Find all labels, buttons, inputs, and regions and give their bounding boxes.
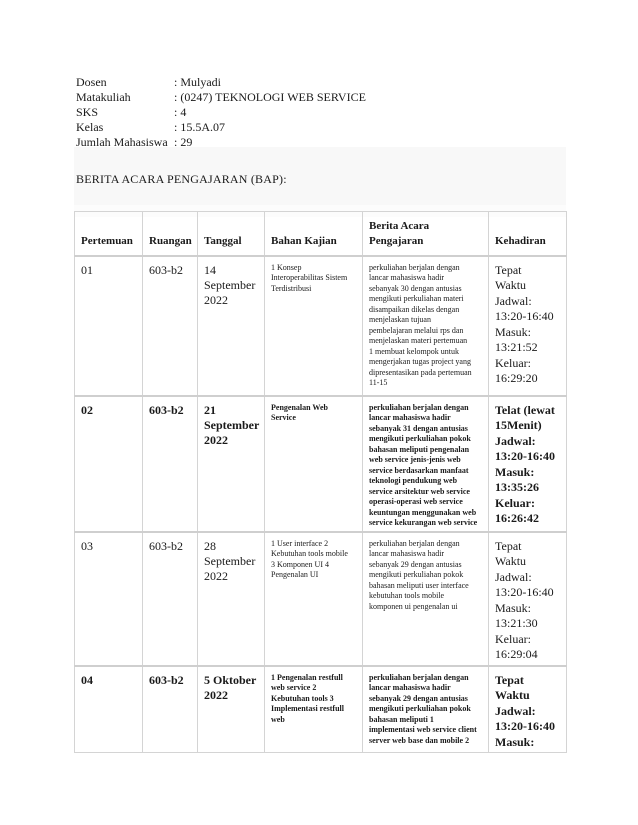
info-value: : 29 xyxy=(174,135,193,149)
info-label: Kelas xyxy=(76,120,104,134)
cell-bahan-kajian: 1 Pengenalan restfull web service 2 Kebutuhan tools 3 Implementasi restfull web xyxy=(265,666,363,753)
cell-tanggal: 14 September 2022 xyxy=(198,256,265,396)
header-bahan-kajian: Bahan Kajian xyxy=(265,212,363,256)
cell-bahan-kajian: Pengenalan Web Service xyxy=(265,396,363,532)
cell-ruangan: 603-b2 xyxy=(143,256,198,396)
header-berita-acara: Berita Acara Pengajaran xyxy=(363,212,489,256)
cell-berita-acara: perkuliahan berjalan dengan lancar mahasiswa hadir sebanyak 31 dengan antusias mengikuti perkuliahan pokok bahasan meliputi pengenalan web service jenis-jenis web service berdasarkan manfaat teknologi pendukung web service arsitektur web service operasi-operasi web service keuntungan menggunakan web service kekurangan web service xyxy=(363,396,489,532)
table-row xyxy=(75,666,567,753)
info-row-jumlah-mahasiswa xyxy=(76,135,366,150)
cell-berita-acara: perkuliahan berjalan dengan lancar mahasiswa hadir sebanyak 29 dengan antusias mengikuti perkuliahan pokok bahasan meliputi 1 implementasi web service client server web base dan mobile 2 xyxy=(363,666,489,753)
info-label: Dosen xyxy=(76,75,107,89)
info-label: Jumlah Mahasiswa xyxy=(76,135,168,149)
course-info xyxy=(76,75,366,150)
cell-ruangan: 603-b2 xyxy=(143,532,198,666)
info-row-matakuliah xyxy=(76,90,366,105)
header-tanggal: Tanggal xyxy=(198,212,265,256)
cell-ruangan: 603-b2 xyxy=(143,396,198,532)
cell-bahan-kajian: 1 Konsep Interoperabilitas Sistem Terdistribusi xyxy=(265,256,363,396)
cell-pertemuan: 02 xyxy=(75,396,143,532)
cell-kehadiran: Tepat Waktu Jadwal: 13:20-16:40 Masuk: xyxy=(489,666,567,753)
cell-berita-acara: perkuliahan berjalan dengan lancar mahasiswa hadir sebanyak 30 dengan antusias mengikuti perkuliahan materi disampaikan dikelas dengan menjelaskan tujuan pembelajaran melalui rps dan menjelaskan materi pertemuan 1 membuat kelompok untuk mengerjakan tugas project yang dipresentasikan pada pertemuan 11-15 xyxy=(363,256,489,396)
bap-title: BERITA ACARA PENGAJARAN (BAP): xyxy=(76,172,287,186)
cell-kehadiran: Telat (lewat 15Menit) Jadwal: 13:20-16:40 Masuk: 13:35:26 Keluar: 16:26:42 xyxy=(489,396,567,532)
cell-kehadiran: Tepat Waktu Jadwal: 13:20-16:40 Masuk: 13:21:52 Keluar: 16:29:20 xyxy=(489,256,567,396)
header-ruangan: Ruangan xyxy=(143,212,198,256)
cell-tanggal: 21 September 2022 xyxy=(198,396,265,532)
info-value: : Mulyadi xyxy=(174,75,221,89)
cell-berita-acara: perkuliahan berjalan dengan lancar mahasiswa hadir sebanyak 29 dengan antusias mengikuti perkuliahan pokok bahasan meliputi user interface kebutuhan tools mobile komponen ui pengenalan ui xyxy=(363,532,489,666)
table-header-row xyxy=(75,212,567,256)
info-value: : (0247) TEKNOLOGI WEB SERVICE xyxy=(174,90,366,104)
info-label: Matakuliah xyxy=(76,90,131,104)
cell-pertemuan: 03 xyxy=(75,532,143,666)
cell-bahan-kajian: 1 User interface 2 Kebutuhan tools mobile 3 Komponen UI 4 Pengenalan UI xyxy=(265,532,363,666)
cell-tanggal: 5 Oktober 2022 xyxy=(198,666,265,753)
cell-pertemuan: 01 xyxy=(75,256,143,396)
cell-tanggal: 28 September 2022 xyxy=(198,532,265,666)
info-value: : 15.5A.07 xyxy=(174,120,225,134)
header-pertemuan: Pertemuan xyxy=(75,212,143,256)
info-label: SKS xyxy=(76,105,99,119)
cell-kehadiran: Tepat Waktu Jadwal: 13:20-16:40 Masuk: 13:21:30 Keluar: 16:29:04 xyxy=(489,532,567,666)
info-value: : 4 xyxy=(174,105,187,119)
bap-table xyxy=(74,211,567,753)
info-row-dosen xyxy=(76,75,366,90)
header-kehadiran: Kehadiran xyxy=(489,212,567,256)
cell-ruangan: 603-b2 xyxy=(143,666,198,753)
info-row-kelas xyxy=(76,120,366,135)
info-row-sks xyxy=(76,105,366,120)
cell-pertemuan: 04 xyxy=(75,666,143,753)
table-row xyxy=(75,256,567,396)
table-row xyxy=(75,532,567,666)
table-row xyxy=(75,396,567,532)
